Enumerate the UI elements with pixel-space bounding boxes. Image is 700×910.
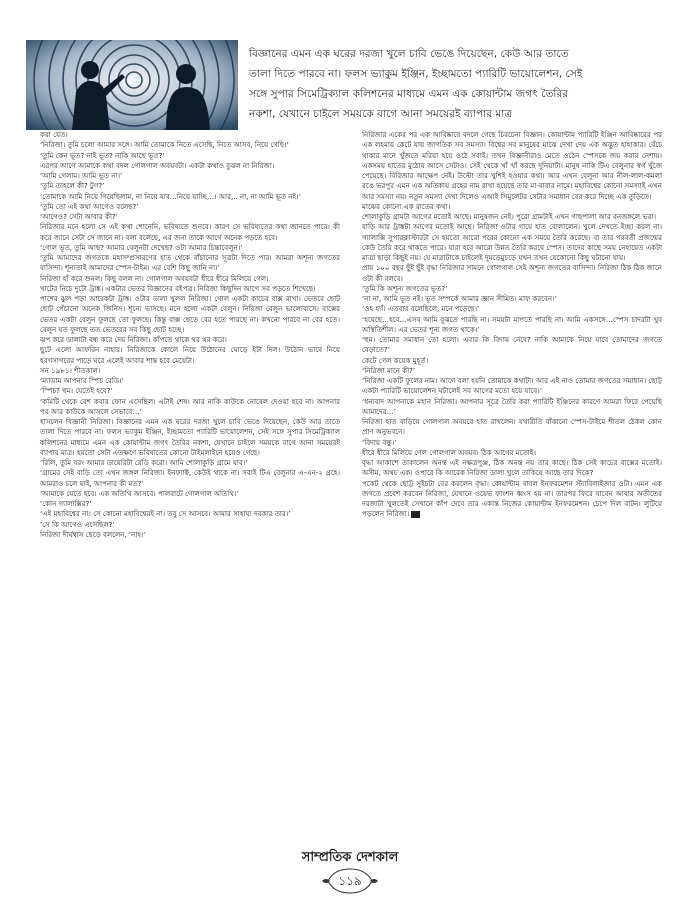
pull-quote-line: সঙ্গে সুপার সিমেট্রিক্যাল কলিশনের মাধ্যমে এমন এক কোয়ান্টাম জগৎ তৈরির	[249, 88, 569, 100]
paragraph: ‘কমিটি থেকে বেশ কবার ফোন এসেছিল। এটাই শেষ। আর নাকি কাউকে নোবেল দেওয়া হবে না। আপনার পর আর কাউকে আসলে সেভাবে…’	[40, 396, 340, 416]
paragraph: ‘এই মহাবিশ্বের না। সে কোনো মহাবিশ্বেরই না। তবু সে আসবে। আমার সাহায্য দরকার তার।’	[40, 509, 291, 519]
paragraph: শোলাকুড়ি গ্রামটা আগের মতোই আছে। মানুষজন নেই। পুরো গ্রামটাই এখন গাছপালা আর বনজঙ্গলে ভরা।	[362, 212, 657, 221]
paragraph: ‘গোল ভূত, তুমি আছ? আমার বেলুনটা দেখেছ? ওটা আমার চিন্তাবেলুন।’	[40, 242, 243, 252]
paragraph: ‘রিলি, তুমি বরং আমার ডায়েরিটা রেডি করো। আমি শোলাকুড়ি গ্রামে যাব।’	[40, 458, 248, 467]
paragraph: ‘তুমি কি অশূন্য জগতের ভূত?’	[362, 283, 448, 293]
magazine-name: সাম্প্রতিক দেশকাল	[301, 850, 399, 865]
paragraph: ‘আমাকে যেতে হবে। এক অতিথি আসবে। পালবাটে গোলগাল অতিথি।’	[40, 488, 239, 498]
paragraph: ‘নিরিজা। তুমি চলো আমার সঙ্গে। আমি তোমাকে নিতে এসেছি, নিতে আসব, নিয়ে গেছি।’	[40, 140, 289, 150]
paragraph: বৃদ্ধা আকাশে তাকালেন অনন্ত এই নক্ষত্রপুঞ্জ, ঠিক অনন্ত নয় তার কাছে। ঠিক সেই কাচের বাক্সের মতোই। অসীম, অথচ এক। ওপারে কি আরেক নিরিজা ডালা খুলে তাকিয়ে আছে তার দিকে?	[362, 458, 662, 478]
paragraph: নিরিজা দীর্ঘশ্বাস ছেড়ে বললেন, ‘নাহ।’	[40, 529, 146, 539]
paragraph: খাটের নিচে দুটো ট্রাঙ্ক। একটার ভেতর বিজ্ঞানের বইপত্র। নিরিজা কিছুদিন আগে সব পড়তে শিখেছে।	[40, 283, 316, 293]
paragraph: পাশের ঝুল পড়া আরেকটা ট্রাঙ্ক। ওটার ডালা খুলল নিরিজা। গোল একটা কাচের বাক্স রাখা। ভেতরে ছোট ছোট পেঁচানো অনেক জিনিস। শূন্যে ভাসছে। মনে হলো একটা বেলুন। নিরিজা বেলুন ভালোবাসে। বাক্সের ভেতর একটা বেলুন ফুলছে তো ফুলছে। কিন্তু বাক্স ছেড়ে বের হতে পারছে না। কখনো পারবে না বের হতে। বেলুন যত ফুলছে তত ভেতরের সব কিছু ছোট হচ্ছে।	[40, 294, 340, 334]
paragraph: ‘হয়েছে…হবে…এসব আমি বুঝতে পারছি না। সময়টা মাপতে পারছি না। আমি একসঙ্গে…স্পেস চাদরটা খুব অস্থিতিশীল। এর ভেতর শূন্য জগত থাকে।’	[362, 314, 662, 334]
article-header	[0, 0, 700, 130]
pull-quote-line: নকশা, যেখানে চাইলে সময়কে বাগে আনা সময়েরই ব্যাপার মাত্র	[249, 108, 513, 120]
final-paragraph-text: পকেট থেকে ছোট্ট সুইচটা বের করলেন বৃদ্ধা। কোয়ান্টাম বাবল ইনফরমেশন স্ট্যাবিলাইজার ওটা। এমন এক জগতে প্রবেশ করবেন নিরিজা, যেখানে ওয়েভ ফাংশন ধ্বংস হয় না। তারপর ফিরে যাবেন আবার অতীতের দরজাটা খুলতেই সেখানে কাঁপ দেবে তার একান্ত নিজের কোয়ান্টাম ইনফরমেশন। চেপে দিল বাটন। লুটিয়ে পড়লেন নিরিজা।	[362, 478, 662, 519]
paragraph: কেটে গেল কয়েক মুহূর্ত।	[362, 355, 429, 365]
paragraph: ‘স্পিচ? হুম। যেতেই হবে?’	[40, 386, 113, 396]
paragraph: মাঝের কোনো এক রাতের কথা।	[362, 201, 451, 211]
paragraph: নিরিজা হাঁ করে শুনল। কিছু বলল না। গোলগাল অবয়বটা ধীরে ধীরে মিলিয়ে গেল।	[40, 273, 269, 283]
paragraph: বাড়ি আর ট্রাঙ্কটা আগের মতোই আছে। নিরিজা ওটার গায়ে হাত বোলালেন। খুলে দেখতে ইচ্ছা করল না। গ্যালাক্সি সুপারক্লাস্টারটা সে হয়তো আরো পরের কোনো এক সময়ে তৈরি করেছে। বা তার পরবর্তী প্রজন্মের কেউ তৈরি করে থাকতে পারে। যারা হবে আরো উন্নত তৈরি করবে স্পেস। তাদের কাছে সময় নেহায়েত একটা মাত্রা ছাড়া কিছুই নয়। যে মাত্রাটাকে চাইলেই দুমড়েমুচড়ে যখন তখন যেকোনো কিছু ঘটানো যায়।	[362, 222, 662, 262]
paragraph: ‘না না, আমি ভূত নই। ভূত সম্পর্কে আমার জ্ঞান সীমিত। মাফ করবেন।’	[362, 294, 557, 303]
paragraph: ‘তোমাকে আমি নিয়ে গিয়েছিলাম, না নিয়ে যাব…নিয়ে যাচ্ছি…। আর,.. না, না আমি ভূত নই।’	[40, 191, 301, 201]
pull-quote-line: বিজ্ঞানের এমন এক ঘরের দরজা খুলে চাবি ভেঙে দিয়েছেন, কেউ আর তাতে	[249, 48, 569, 60]
paragraph: ‘তুমি কেন ভূত? নাই ভূত? নাকি আছে ভূত?’	[40, 150, 165, 160]
paragraph: ‘তুমি আমাদের জগতকে মহাসম্প্রসারণের হাত থেকে বাঁচানোর সূত্রটা দিতে পার। আমরা অশূন্য জগতের বাসিন্দা। শূন্যতাই আমাদের স্পেস-টাইম। এর বেশি কিছু জানি না।’	[40, 253, 340, 273]
right-text-column	[362, 130, 662, 520]
paragraph: প্রায় ১০০ বছর ছুঁই ছুঁই বৃদ্ধা নিরিজার সামনে গোলগাল সেই অশূন্য জগতের বাসিন্দা। নিরিজা ঠিক ঠিক জানে ওটা কী বলবে।	[362, 263, 662, 283]
paragraph: ‘তুমি তাহলে কী? টুগ?’	[40, 181, 105, 191]
paragraph: ‘নিরিজা মানে কী?’	[362, 365, 416, 375]
illustration-graphic	[26, 40, 238, 130]
paragraph: ‘ওহ হ্যাঁ। এতবার বলেছিলে, মনে পড়েছে।’	[362, 304, 480, 314]
paragraph: ‘কোন গ্যালাক্সির?’	[40, 499, 92, 508]
page-number: ১১৯	[338, 874, 362, 888]
paragraph: ছুটে এলো আফরিন নাহার। নিরিজাকে কোলে নিয়ে উঠোনের ঘোড়ে ইটা দিল। উঠোন ভাবে নিয়ে হরগসাগরের পাড়ে ঘরে এলেই আবার শান্ত হবে মেয়েটা।	[40, 345, 340, 365]
paragraph: ‘ম্যাডাম আপনার স্পিচ রেডি।’	[40, 376, 124, 385]
paragraph: ‘নিরিজা একটি ফুলের নাম। আগে বলা হয়নি তোমাকে কথাটা। আর এই নাও তোমার জগতের সমাধান। ছোট্ট একটা প্যারিটি ভায়োলেশন ঘটালেই সব আগের মতো হয়ে যাবে।’	[362, 376, 662, 396]
pull-quote-line: তালা দিতে পারবে না। ফলস ভ্যাকুম ইঞ্জিন, ইচ্ছামতো প্যারিটি ভায়োলেশন, সেই	[249, 68, 583, 80]
paragraph: ‘আগেও? সেটা আবার কী?’	[40, 212, 118, 221]
paragraph: ‘বিদায় বন্ধু।’	[362, 437, 397, 447]
paragraph: ‘সে কি আগেও এসেছিল?’	[40, 519, 115, 529]
paragraph: নিরিজা হাত বাড়িয়ে গোলগাল অবয়বে হাত রাখলেন। যথারীতি বাঁকানো স্পেস-টাইমে শীতল ঠেকল কোন প্রাণ অনুভবনে।	[362, 417, 662, 437]
paragraph: এরপর আগে আমাকে কথা বদল গোলগাল অবয়বটা। একটা কথাও বুঝল না নিরিজা।	[40, 160, 275, 170]
paragraph: ধীরে ধীরে মিলিয়ে গেল গোলগাল অবয়ব। ঠিক আগের মতোই।	[362, 447, 536, 457]
paragraph	[362, 479, 662, 520]
paragraph: ‘ধন্যবাদ আপনাকে মহান নিরিজা। আপনার সূত্রে তৈরি করা প্যারিটি ইঞ্জিনের কারণে আমরা ফিরে পেয়েছি আমাদের…’	[362, 396, 662, 416]
paragraph: হাসলেন বিজ্ঞানী নিরিজা। বিজ্ঞানের এমন এক ঘরের দরজা খুলে চাবি ভেঙে দিয়েছেন, কেউ আর তাতে তালা দিতে পারবে না। ফলস ভ্যাকুম ইঞ্জিন, ইচ্ছামতো প্যারিটি ভায়োলেশন, সেই সঙ্গে সুপার সিমেট্রিক্যাল কলিশনের মাধ্যমে এমন এক কোয়ান্টাম জগৎ তৈরির নকশা, যেখানে চাইলে সময়কে বাগে আনা সময়েরই ব্যাপার মাত্র। হয়তো সেটা এতক্ষণে ভবিষ্যতের কোনো টাইমলাইনে হয়েও গেছে।	[40, 417, 340, 457]
paragraph: ‘আমি গেলাম। আমি ভূত না।’	[40, 171, 123, 180]
paragraph: নিরিজার একের পর এক আবিষ্কারে বদলে গেছে চিরচেনা বিজ্ঞান। কোয়ান্টাম প্যারিটি ইঞ্জিন আবিষ্কারের পর এক লহমায় কেটে যায় জাগতিক সব সমস্যা। বিশ্বের সব মানুষের মাঝে দেখা দেয় এক অদ্ভুত হাহাকার। বেঁচে থাকার মানে খুঁজতে মরিয়া হয়ে ওঠে সবাই। তখন বিজ্ঞানীরাও মেতে ওঠেন স্পেসকে জয় করার নেশায়। একসময় হাতের মুঠোয় আসে সেটাও। সেই থেকে খাঁ খাঁ করছে দুনিয়াটা। মানুষ নাকি টিএ বেলুনার স্বর্গ খুঁজে পেয়েছে। বিরিজার আক্ষেপ নেই। উল্টো তার খুশিই হওয়ার কথা। আর এখন বেলুনা আর নীল-লাল-কমলা রঙে ভরপুর এমন এক অতিকায় গ্রহের নাম রাখা হয়েছে তার মা-বাবার নামে। মহাবিশ্বের কোনো সমস্যাই এখন আর সমস্যা নয়। নতুন সমস্যা দেখা দিলেও এআই সিমুলেটর সেটার সমাধান বের করে দিচ্ছে এক তুড়িতে।	[362, 130, 662, 201]
paragraph: ‘তুমি তো এই কথা আগেও বলেছ?’	[40, 201, 139, 211]
paragraph: ঝপ করে ডালাটা বন্ধ করে দেয় নিরিজা। কাঁপতে থাকে থর থর করে।	[40, 335, 227, 344]
left-text-column	[40, 130, 340, 540]
paragraph: ‘হুম। তোমার সমাধান তো হলো। এবার কি বিদায় নেবে? নাকি আমাকে নিয়ে যাবে তোমাদের জগতে বেড়াতে?’	[362, 335, 662, 355]
end-of-story-icon	[411, 511, 420, 518]
spiral-silhouette-illustration	[26, 40, 238, 130]
paragraph: করা যেত।	[40, 130, 68, 139]
paragraph: সন ১৯৮১। শীতকাল।	[40, 365, 101, 375]
paragraph: ‘গ্রামের সেই বাড়ি তো এখন জঙ্গল নিরিজা। ইনফ্যাক্ট, কেউই থাকে না। সবাই টিএ বেলুনার এ-এন-২ গ্রহে। আমরাও চলে যাই, আপনার কী মত?’	[40, 468, 340, 488]
header-pull-quote	[249, 44, 685, 124]
paragraph: নিরিজার মনে হলো সে এই কথা শোনেনি, ভবিষ্যতে শুনবে। কারণ সে ভবিষ্যতের কথা জানতে পারে। কী করে জানে সেটা সে জানে না। বলা বলেছে, এর জন্য তাকে আগে অনেক পড়তে হবে।	[40, 222, 340, 242]
